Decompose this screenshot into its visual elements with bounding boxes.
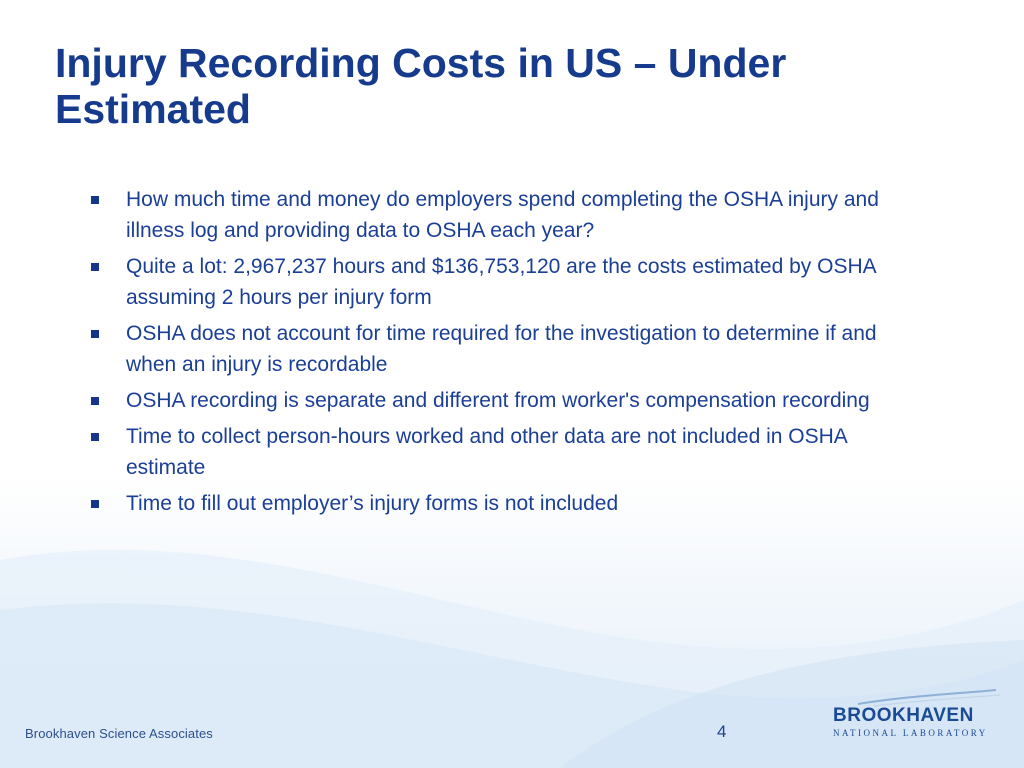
list-item [88, 184, 928, 246]
list-item [88, 251, 928, 313]
logo-subtitle: NATIONAL LABORATORY [833, 728, 988, 738]
square-bullet-icon [91, 263, 99, 271]
slide-title: Injury Recording Costs in US – Under Estimated [55, 40, 787, 132]
bullet-text: OSHA does not account for time required for the investigation to determine if and when an injury is recordable [126, 322, 877, 376]
square-bullet-icon [91, 397, 99, 405]
bullet-text: How much time and money do employers spend completing the OSHA injury and illness log and providing data to OSHA each year? [126, 188, 879, 242]
list-item [88, 318, 928, 380]
bullet-text: Time to collect person-hours worked and other data are not included in OSHA estimate [126, 425, 847, 479]
square-bullet-icon [91, 500, 99, 508]
bullet-text: OSHA recording is separate and different from worker's compensation recording [126, 389, 870, 412]
bullet-text: Time to fill out employer’s injury forms is not included [126, 492, 619, 515]
logo-name: BROOKHAVEN [833, 705, 974, 726]
square-bullet-icon [91, 330, 99, 338]
footer-organization: Brookhaven Science Associates [25, 726, 213, 741]
brookhaven-logo [828, 688, 1003, 746]
square-bullet-icon [91, 196, 99, 204]
list-item [88, 421, 928, 483]
list-item [88, 385, 928, 416]
bullet-text: Quite a lot: 2,967,237 hours and $136,753,120 are the costs estimated by OSHA assuming 2 hours per injury form [126, 255, 876, 309]
page-number: 4 [717, 722, 727, 741]
square-bullet-icon [91, 433, 99, 441]
list-item [88, 488, 928, 519]
bullet-list [88, 184, 928, 524]
